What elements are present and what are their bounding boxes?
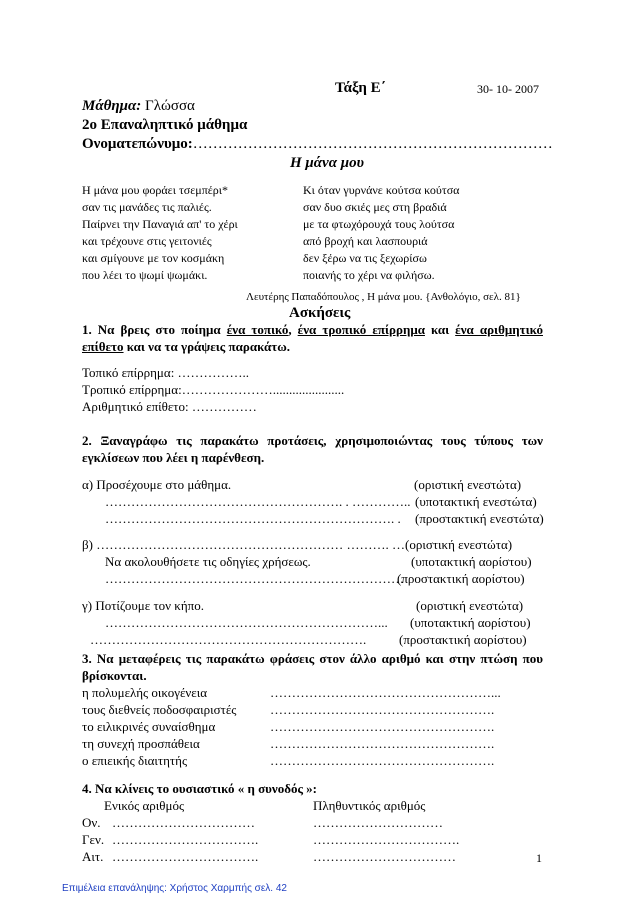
- date: 30- 10- 2007: [477, 82, 539, 96]
- poem-right-line: Κι όταν γυρνάνε κούτσα κούτσα: [303, 183, 460, 197]
- ex4-singular-dots: …………………………….: [112, 832, 259, 847]
- ex4-singular-dots: ……………………………: [112, 815, 255, 830]
- name-dots: ………………………………………………………………: [192, 136, 553, 152]
- ex1-underlined: ένα τοπικό: [226, 322, 289, 337]
- ex2-answer-dots: …………………………………………………………. .: [105, 511, 401, 526]
- poem-right-line: ποιανής το χέρι να φιλήσω.: [303, 268, 435, 282]
- ex4-plural-dots: …………………………….: [313, 832, 460, 847]
- ex3-answer-dots: …………………………………………….: [270, 736, 495, 751]
- name-label: Ονοματεπώνυμο:: [82, 136, 193, 152]
- ex3-answer-dots: ……………………………………………...: [270, 685, 501, 700]
- poem-left-line: Η μάνα μου φοράει τσεμπέρι*: [82, 183, 229, 197]
- poem-right-line: με τα φτωχόρουχά τους λούτσα: [303, 217, 455, 231]
- ex2-sentence: γ) Ποτίζουμε τον κήπο.: [82, 598, 204, 613]
- subject-label: Μάθημα:: [82, 98, 142, 114]
- ex1-answer-line: Τοπικό επίρρημα: ……………..: [82, 365, 250, 380]
- exercises-title: Ασκήσεις: [289, 305, 351, 321]
- ex2-mood-tag: (υποτακτική ενεστώτα): [415, 494, 537, 509]
- ex2-mood-tag: (προστακτική ενεστώτα): [415, 511, 544, 526]
- ex1-underlined: ένα αριθμητικό: [455, 322, 543, 337]
- poem-left-line: και τρέχουνε στις γειτονιές: [82, 234, 212, 248]
- footer-note: Επιμέλεια επανάληψης: Χρήστος Χαρμπής σελ. 42: [62, 883, 287, 894]
- grade-label: Τάξη Ε΄: [335, 80, 386, 96]
- ex3-answer-dots: …………………………………………….: [270, 719, 495, 734]
- ex3-phrase: τους διεθνείς ποδοσφαιριστές: [82, 702, 237, 717]
- ex1-question-line2: επίθετο και να τα γράψεις παρακάτω.: [82, 339, 290, 354]
- ex2-answer-dots: ……………………………………………………………: [105, 571, 404, 586]
- ex4-plural-header: Πληθυντικός αριθμός: [313, 798, 426, 813]
- ex1-answer-line: Αριθμητικό επίθετο: ……………: [82, 399, 257, 414]
- ex1-underlined: ένα τροπικό επίρρημα: [297, 322, 425, 337]
- ex2-answer-dots: ………………………………………………………...: [105, 615, 388, 630]
- ex2-mood-tag: (οριστική ενεστώτα): [416, 598, 524, 613]
- poem-title: Η μάνα μου: [290, 155, 364, 171]
- ex1-answer-line: Τροπικό επίρρημα:…………………......................: [82, 382, 345, 397]
- poem-source: Λευτέρης Παπαδόπουλος , Η μάνα μου. {Ανθολόγιο, σελ. 81}: [246, 291, 521, 303]
- name-line: [82, 136, 553, 153]
- subject-value: Γλώσσα: [141, 98, 195, 114]
- subject-line: [82, 98, 195, 115]
- ex2-answer-dots: ………………………………………………. . …………..: [105, 494, 411, 509]
- ex4-singular-dots: …………………………….: [112, 849, 259, 864]
- ex2-answer-dots: ……………………………………………………….: [90, 632, 367, 647]
- ex3-phrase: το ειλικρινές συναίσθημα: [82, 719, 216, 734]
- poem-right-line: σαν δυο σκιές μες στη βραδιά: [303, 200, 447, 214]
- ex4-case-label: Αιτ.: [82, 849, 104, 864]
- ex4-case-label: Γεν.: [82, 832, 105, 847]
- ex4-question: 4. Να κλίνεις το ουσιαστικό « η συνοδός »:: [82, 781, 318, 796]
- ex2-sentence: β) ………………………………………………… ………. …: [82, 537, 405, 552]
- ex4-case-label: Ον.: [82, 815, 101, 830]
- ex4-plural-dots: ……………………………: [313, 849, 456, 864]
- ex2-mood-tag: (οριστική ενεστώτα): [405, 537, 513, 552]
- poem-left-line: που λέει το ψωμί ψωμάκι.: [82, 268, 208, 282]
- ex2-mood-tag: (οριστική ενεστώτα): [414, 477, 522, 492]
- poem-left-line: σαν τις μανάδες τις παλιές.: [82, 200, 212, 214]
- ex4-plural-dots: …………………………: [313, 815, 443, 830]
- poem-right-line: από βροχή και λασπουριά: [303, 234, 428, 248]
- page-number: 1: [536, 851, 542, 865]
- ex3-phrase: η πολυμελής οικογένεια: [82, 685, 208, 700]
- ex2-sentence: α) Προσέχουμε στο μάθημα.: [82, 477, 232, 492]
- ex2-question-line2: εγκλίσεων που λέει η παρένθεση.: [82, 450, 265, 465]
- poem-right-line: δεν ξέρω να τις ξεχωρίσω: [303, 251, 427, 265]
- ex2-question-line1: 2. Ξαναγράφω τις παρακάτω προτάσεις, χρησιμοποιώντας τους τύπους των: [82, 433, 543, 448]
- ex3-phrase: ο επιεικής διαιτητής: [82, 753, 188, 768]
- ex4-singular-header: Ενικός αριθμός: [104, 798, 185, 813]
- ex3-answer-dots: …………………………………………….: [270, 702, 495, 717]
- poem-left-line: Παίρνει την Παναγιά απ' το χέρι: [82, 217, 238, 231]
- ex2-mood-tag: (υποτακτική αορίστου): [410, 615, 531, 630]
- poem-left-line: και σμίγουνε με τον κοσμάκη: [82, 251, 225, 265]
- ex2-mood-tag: (προστακτική αορίστου): [397, 571, 525, 586]
- ex2-answer-dots: Να ακολουθήσετε τις οδηγίες χρήσεως.: [105, 554, 311, 569]
- ex3-phrase: τη συνεχή προσπάθεια: [82, 736, 200, 751]
- ex2-mood-tag: (προστακτική αορίστου): [399, 632, 527, 647]
- ex2-mood-tag: (υποτακτική αορίστου): [411, 554, 532, 569]
- ex3-question-line2: βρίσκονται.: [82, 668, 147, 683]
- ex3-question-line1: 3. Να μεταφέρεις τις παρακάτω φράσεις στον άλλο αριθμό και στην πτώση που: [82, 651, 543, 666]
- ex1-question-line1: 1. Να βρεις στο ποίημα ένα τοπικό, ένα τροπικό επίρρημα και ένα αριθμητικό: [82, 322, 543, 337]
- lesson-title: 2ο Επαναληπτικό μάθημα: [82, 117, 248, 133]
- ex1-underlined: επίθετο: [82, 339, 124, 354]
- ex3-answer-dots: …………………………………………….: [270, 753, 495, 768]
